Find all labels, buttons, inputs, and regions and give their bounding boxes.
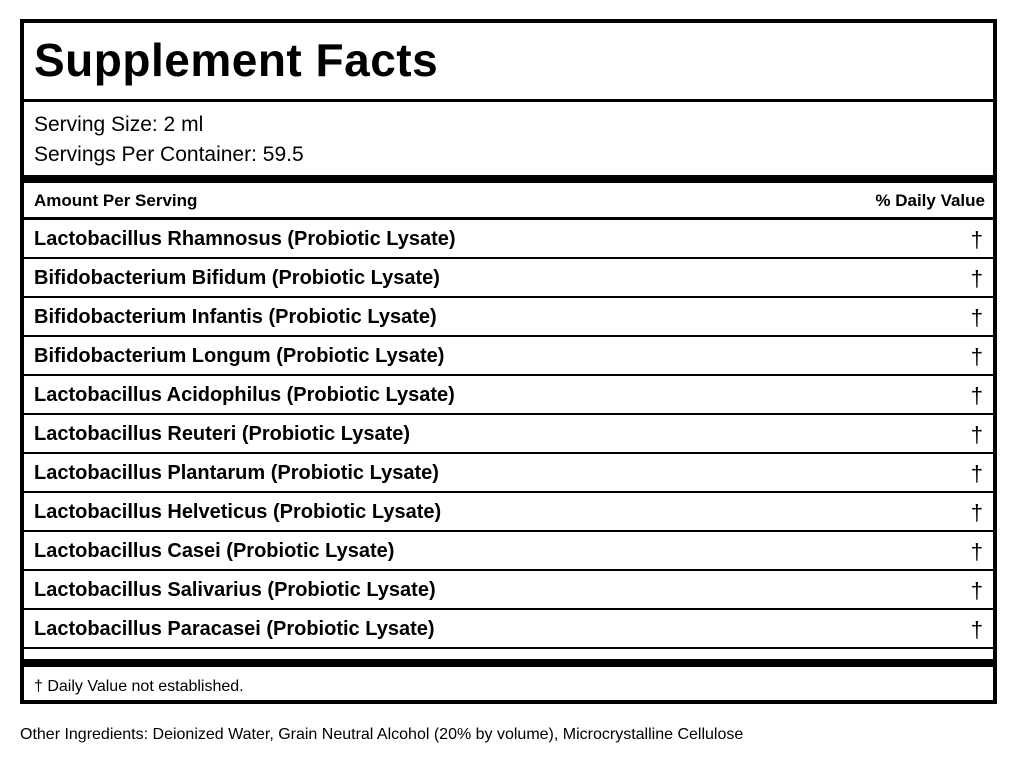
serving-info <box>24 102 993 175</box>
ingredient-row <box>24 571 993 610</box>
ingredient-row <box>24 259 993 298</box>
daily-value-mark: † <box>970 305 983 330</box>
ingredient-name: Lactobacillus Salivarius (Probiotic Lysate) <box>34 579 436 601</box>
ingredient-row <box>24 493 993 532</box>
daily-value-mark: † <box>970 266 983 291</box>
daily-value-mark: † <box>970 344 983 369</box>
ingredient-row <box>24 610 993 649</box>
ingredient-row <box>24 337 993 376</box>
daily-value-mark: † <box>970 383 983 408</box>
ingredient-list <box>24 220 993 649</box>
ingredient-name: Lactobacillus Casei (Probiotic Lysate) <box>34 540 395 562</box>
ingredient-name: Bifidobacterium Longum (Probiotic Lysate) <box>34 345 445 367</box>
daily-value-mark: † <box>970 539 983 564</box>
panel-title: Supplement Facts <box>34 34 439 86</box>
supplement-facts-panel <box>20 19 997 704</box>
ingredient-name: Lactobacillus Plantarum (Probiotic Lysate) <box>34 462 439 484</box>
servings-per-container: Servings Per Container: 59.5 <box>34 143 304 166</box>
ingredient-row <box>24 415 993 454</box>
ingredient-name: Lactobacillus Reuteri (Probiotic Lysate) <box>34 423 411 445</box>
daily-value-mark: † <box>970 422 983 447</box>
daily-value-mark: † <box>970 461 983 486</box>
daily-value-mark: † <box>970 617 983 642</box>
ingredient-name: Bifidobacterium Bifidum (Probiotic Lysate) <box>34 267 440 289</box>
thick-divider-bottom <box>24 659 993 667</box>
daily-value-mark: † <box>970 578 983 603</box>
amount-per-serving-header: Amount Per Serving <box>34 191 198 210</box>
daily-value-mark: † <box>970 227 983 252</box>
ingredient-name: Lactobacillus Rhamnosus (Probiotic Lysate) <box>34 228 456 250</box>
ingredient-row <box>24 376 993 415</box>
ingredient-name: Lactobacillus Helveticus (Probiotic Lysate) <box>34 501 442 523</box>
ingredient-row <box>24 298 993 337</box>
thick-divider-top <box>24 175 993 183</box>
daily-value-mark: † <box>970 500 983 525</box>
ingredient-name: Lactobacillus Paracasei (Probiotic Lysate) <box>34 618 435 640</box>
other-ingredients: Other Ingredients: Deionized Water, Grain Neutral Alcohol (20% by volume), Microcrystalline Cellulose <box>20 726 744 743</box>
ingredient-name: Bifidobacterium Infantis (Probiotic Lysate) <box>34 306 437 328</box>
daily-value-footnote: † Daily Value not established. <box>34 678 244 695</box>
daily-value-header: % Daily Value <box>875 191 985 210</box>
ingredient-name: Lactobacillus Acidophilus (Probiotic Lysate) <box>34 384 455 406</box>
ingredient-row <box>24 220 993 259</box>
title-band <box>24 23 993 102</box>
serving-size: Serving Size: 2 ml <box>34 113 204 136</box>
ingredient-row <box>24 454 993 493</box>
column-header-row <box>24 183 993 220</box>
ingredient-row <box>24 532 993 571</box>
